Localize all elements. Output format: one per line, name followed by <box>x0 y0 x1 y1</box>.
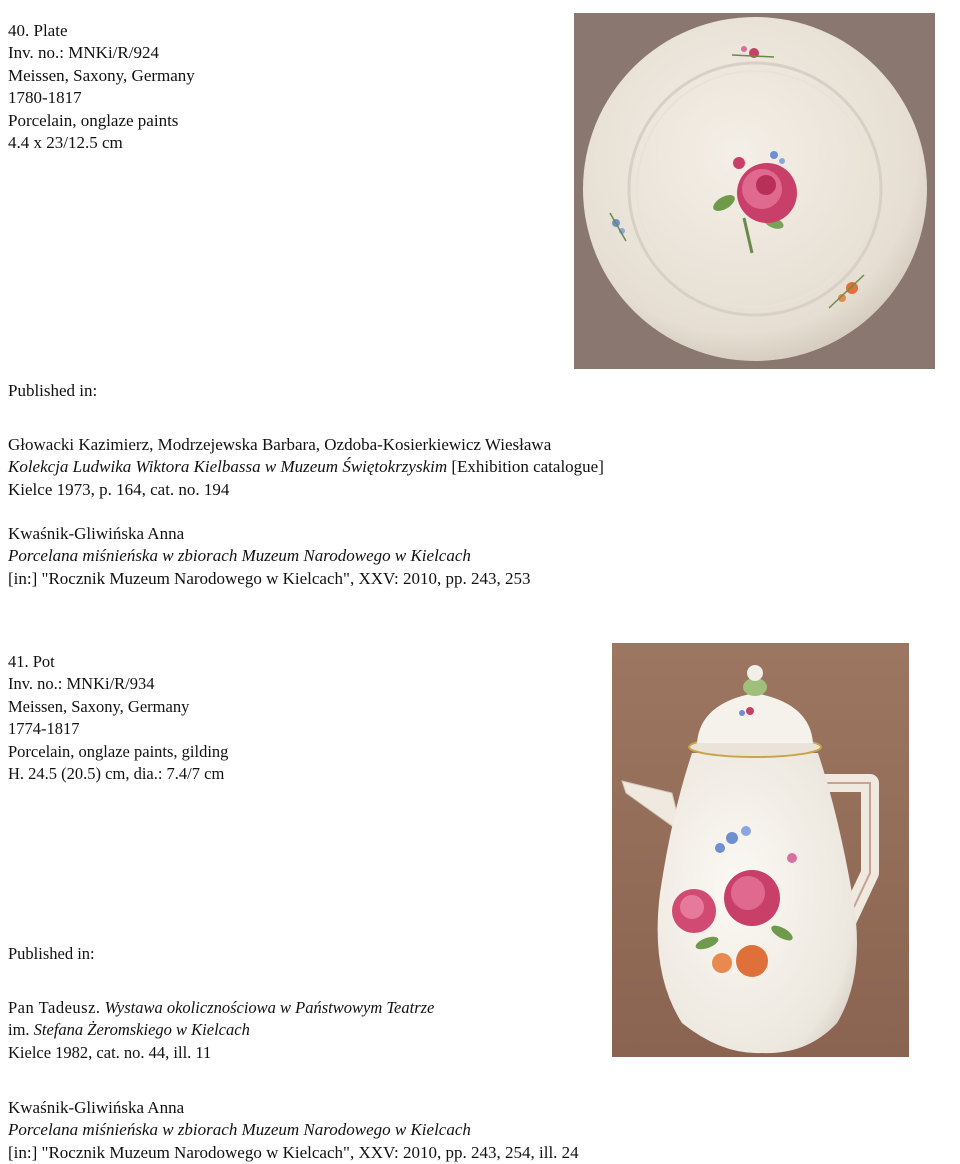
published-label: Published in: <box>8 381 98 400</box>
origin-place: Meissen, Saxony, Germany <box>8 696 190 716</box>
dimensions: 4.4 x 23/12.5 cm <box>8 133 123 153</box>
reference-detail: [in:] "Rocznik Muzeum Narodowego w Kielcach", XXV: 2010, pp. 243, 254, ill. 24 <box>8 1142 579 1162</box>
reference-authors: Kwaśnik-Gliwińska Anna <box>8 1098 185 1117</box>
item-41-details <box>8 651 228 785</box>
inventory-number: Inv. no.: MNKi/R/934 <box>8 674 155 694</box>
material: Porcelain, onglaze paints, gilding <box>8 741 229 761</box>
reference-title-continued: Stefana Żeromskiego w Kielcach <box>33 1020 250 1040</box>
reference-1 <box>8 434 604 501</box>
reference-detail: [in:] "Rocznik Muzeum Narodowego w Kielcach", XXV: 2010, pp. 243, 253 <box>8 568 531 588</box>
reference-authors: Głowacki Kazimierz, Modrzejewska Barbara, Ozdoba-Kosierkiewicz Wiesława <box>8 435 552 454</box>
dimensions: H. 24.5 (20.5) cm, dia.: 7.4/7 cm <box>8 764 225 784</box>
item-number: 40. Plate <box>8 21 68 40</box>
published-label: Published in: <box>8 944 95 963</box>
reference-2 <box>8 523 531 590</box>
reference-detail: Kielce 1982, cat. no. 44, ill. 11 <box>8 1042 212 1062</box>
reference-authors: Pan Tadeusz. <box>8 998 101 1017</box>
reference-title: Porcelana miśnieńska w zbiorach Muzeum Narodowego w Kielcach <box>8 546 471 566</box>
date-range: 1774-1817 <box>8 719 80 739</box>
reference-title-prefix: im. <box>8 1020 34 1040</box>
reference-3 <box>8 997 434 1064</box>
date-range: 1780-1817 <box>8 88 82 108</box>
pot-photo <box>612 643 909 1057</box>
plate-photo <box>574 13 935 369</box>
item-40-details <box>8 20 195 154</box>
reference-title: Porcelana miśnieńska w zbiorach Muzeum Narodowego w Kielcach <box>8 1120 471 1140</box>
origin-place: Meissen, Saxony, Germany <box>8 65 195 85</box>
reference-title: Kolekcja Ludwika Wiktora Kielbassa w Muzeum Świętokrzyskim <box>8 457 448 477</box>
inventory-number: Inv. no.: MNKi/R/924 <box>8 43 159 63</box>
reference-4 <box>8 1097 579 1164</box>
reference-authors: Kwaśnik-Gliwińska Anna <box>8 524 185 543</box>
material: Porcelain, onglaze paints <box>8 110 179 130</box>
reference-title-suffix: [Exhibition catalogue] <box>447 457 604 477</box>
reference-detail: Kielce 1973, p. 164, cat. no. 194 <box>8 479 230 499</box>
reference-title: Wystawa okolicznościowa w Państwowym Teatrze <box>100 998 435 1017</box>
item-number: 41. Pot <box>8 652 55 671</box>
